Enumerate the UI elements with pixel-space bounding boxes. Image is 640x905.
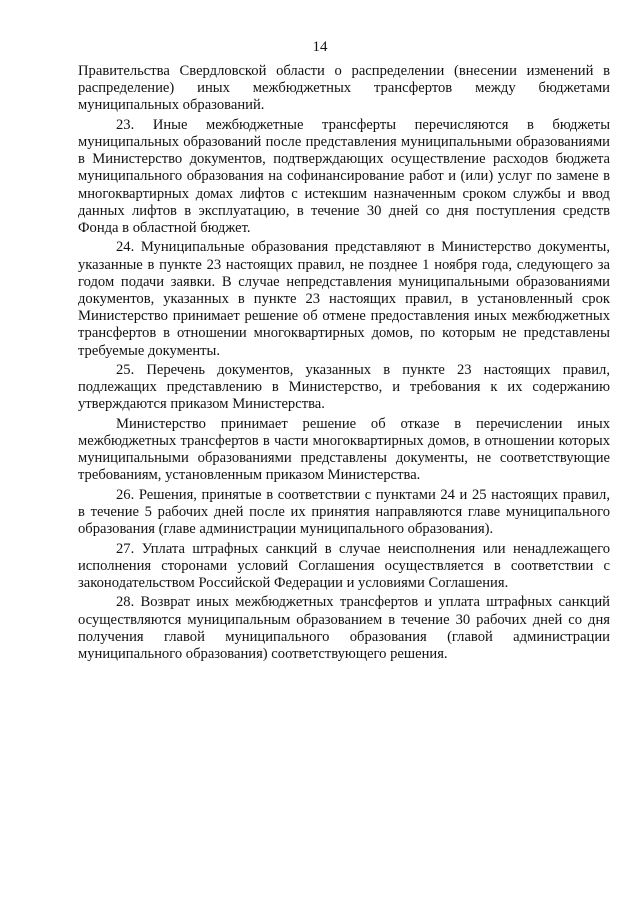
paragraph-refusal-decision: Министерство принимает решение об отказе в перечислении иных межбюджетных трансфертов в части многоквартирных домов, в отношении которых муниципальными образованиями представлены документы, не соответствующие требованиям, установленным приказом Министерства. xyxy=(78,415,610,484)
paragraph-item-24: 24. Муниципальные образования представляют в Министерство документы, указанные в пункте 23 настоящих правил, не позднее 1 ноября года, следующего за годом подачи заявки. В случае непредставления муниципальными образованиями документов, указанных в пункте 23 настоящих правил, в установленный срок Министерство принимает решение об отмене предоставления иных межбюджетных трансфертов в отношении многоквартирных домов, по которым не представлены требуемые документы. xyxy=(78,239,610,359)
document-body xyxy=(78,63,610,665)
paragraph-item-25: 25. Перечень документов, указанных в пункте 23 настоящих правил, подлежащих представлению в Министерство, и требования к их содержанию утверждаются приказом Министерства. xyxy=(78,362,610,413)
paragraph-item-27: 27. Уплата штрафных санкций в случае неисполнения или ненадлежащего исполнения сторонами условий Соглашения осуществляется в соответствии с законодательством Российской Федерации и условиями Соглашения. xyxy=(78,540,610,592)
paragraph-item-28: 28. Возврат иных межбюджетных трансфертов и уплата штрафных санкций осуществляются муниципальным образованием в течение 30 рабочих дней со дня получения главой муниципального образования (главой администрации муниципального образования) соответствующего решения. xyxy=(78,594,610,663)
page-number: 14 xyxy=(312,39,328,55)
paragraph-item-26: 26. Решения, принятые в соответствии с пунктами 24 и 25 настоящих правил, в течение 5 рабочих дней после их принятия направляются главе муниципального образования (главе администрации муниципального образования). xyxy=(78,486,610,538)
paragraph-item-23: 23. Иные межбюджетные трансферты перечисляются в бюджеты муниципальных образований после представления муниципальными образованиями в Министерство документов, подтверждающих осуществление расходов бюджета муниципального образования на софинансирование работ и (или) услуг по замене в многоквартирных домах лифтов с истекшим назначенным сроком службы и ввод данных лифтов в эксплуатацию, в течение 30 дней со дня поступления средств Фонда в областной бюджет. xyxy=(78,116,610,237)
paragraph-continuation: Правительства Свердловской области о распределении (внесении изменений в распределение) иных межбюджетных трансфертов между бюджетами муниципальных образований. xyxy=(78,63,610,114)
